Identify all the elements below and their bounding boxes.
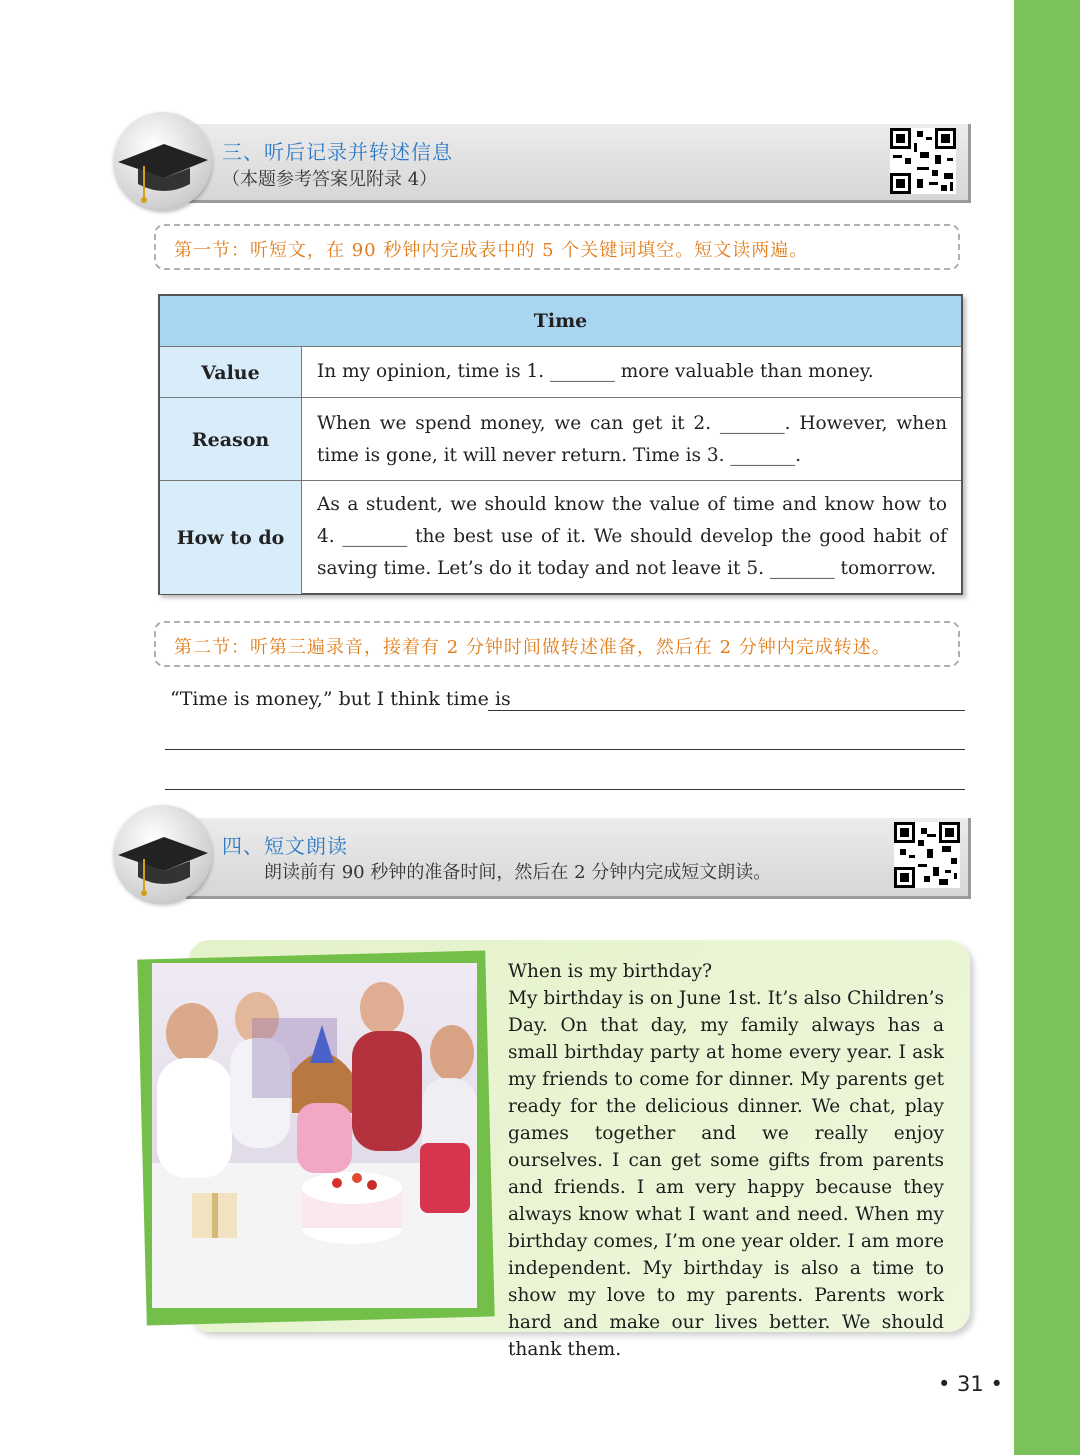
part2-instruction: 第二节：听第三遍录音，接着有 2 分钟时间做转述准备，然后在 2 分钟内完成转述。 bbox=[174, 637, 891, 658]
reading-body: My birthday is on June 1st. It’s also Children’s Day. On that day, my family always has a small birthday party at home every year. I ask my friends to come for dinner. My parents get ready for the delicious dinner. We chat, play games together and we really enjoy ourselves. I can get some gifts from parents and friends. I am very happy because they always know what I want and need. When my birthday comes, I’m one year older. I am more independent. My birthday is also a time to show my love to my parents. Parents work hard and make our lives better. We should thank them. bbox=[508, 988, 944, 1360]
table-row bbox=[160, 480, 961, 594]
reading-title: When is my birthday? bbox=[508, 961, 713, 982]
answer-line[interactable] bbox=[488, 710, 965, 711]
section4-title: 四、短文朗读 bbox=[222, 834, 348, 858]
section3-subtitle: （本题参考答案见附录 4） bbox=[222, 169, 438, 190]
birthday-party-photo bbox=[152, 963, 477, 1308]
part2-instruction-box bbox=[154, 621, 960, 667]
table-header-row bbox=[160, 296, 961, 346]
answer-line[interactable] bbox=[165, 789, 965, 790]
qr-code-icon bbox=[894, 822, 960, 888]
row-text: In my opinion, time is 1. _______ more valuable than money. bbox=[317, 361, 874, 382]
table-row bbox=[160, 397, 961, 481]
section3-title: 三、听后记录并转述信息 bbox=[222, 140, 453, 164]
row-text: When we spend money, we can get it 2. _______. However, when time is gone, it will never return. Time is 3. _______. bbox=[317, 413, 947, 466]
row-label: Value bbox=[160, 347, 302, 398]
qr-code-icon bbox=[890, 128, 956, 194]
graduation-cap-icon bbox=[114, 805, 212, 903]
table-header: Time bbox=[533, 310, 588, 332]
page-number: • 31 • bbox=[938, 1372, 1003, 1396]
info-table bbox=[158, 294, 963, 595]
section4-subtitle: 朗读前有 90 秒钟的准备时间，然后在 2 分钟内完成短文朗读。 bbox=[264, 862, 772, 883]
reading-passage bbox=[508, 958, 944, 1363]
graduation-cap-icon bbox=[114, 112, 212, 210]
answer-line[interactable] bbox=[165, 749, 965, 750]
part1-instruction-box bbox=[154, 224, 960, 270]
side-color-strip bbox=[1014, 0, 1080, 1455]
part1-instruction: 第一节：听短文，在 90 秒钟内完成表中的 5 个关键词填空。短文读两遍。 bbox=[174, 240, 809, 261]
row-text: As a student, we should know the value of time and know how to 4. _______ the best use of it. We should develop the good habit of saving time. Let’s do it today and not leave it 5. _______ tomorrow. bbox=[317, 494, 947, 579]
row-label: Reason bbox=[160, 398, 302, 481]
answer-prompt: “Time is money,” but I think time is bbox=[170, 688, 511, 710]
table-row bbox=[160, 346, 961, 398]
row-label: How to do bbox=[160, 481, 302, 594]
